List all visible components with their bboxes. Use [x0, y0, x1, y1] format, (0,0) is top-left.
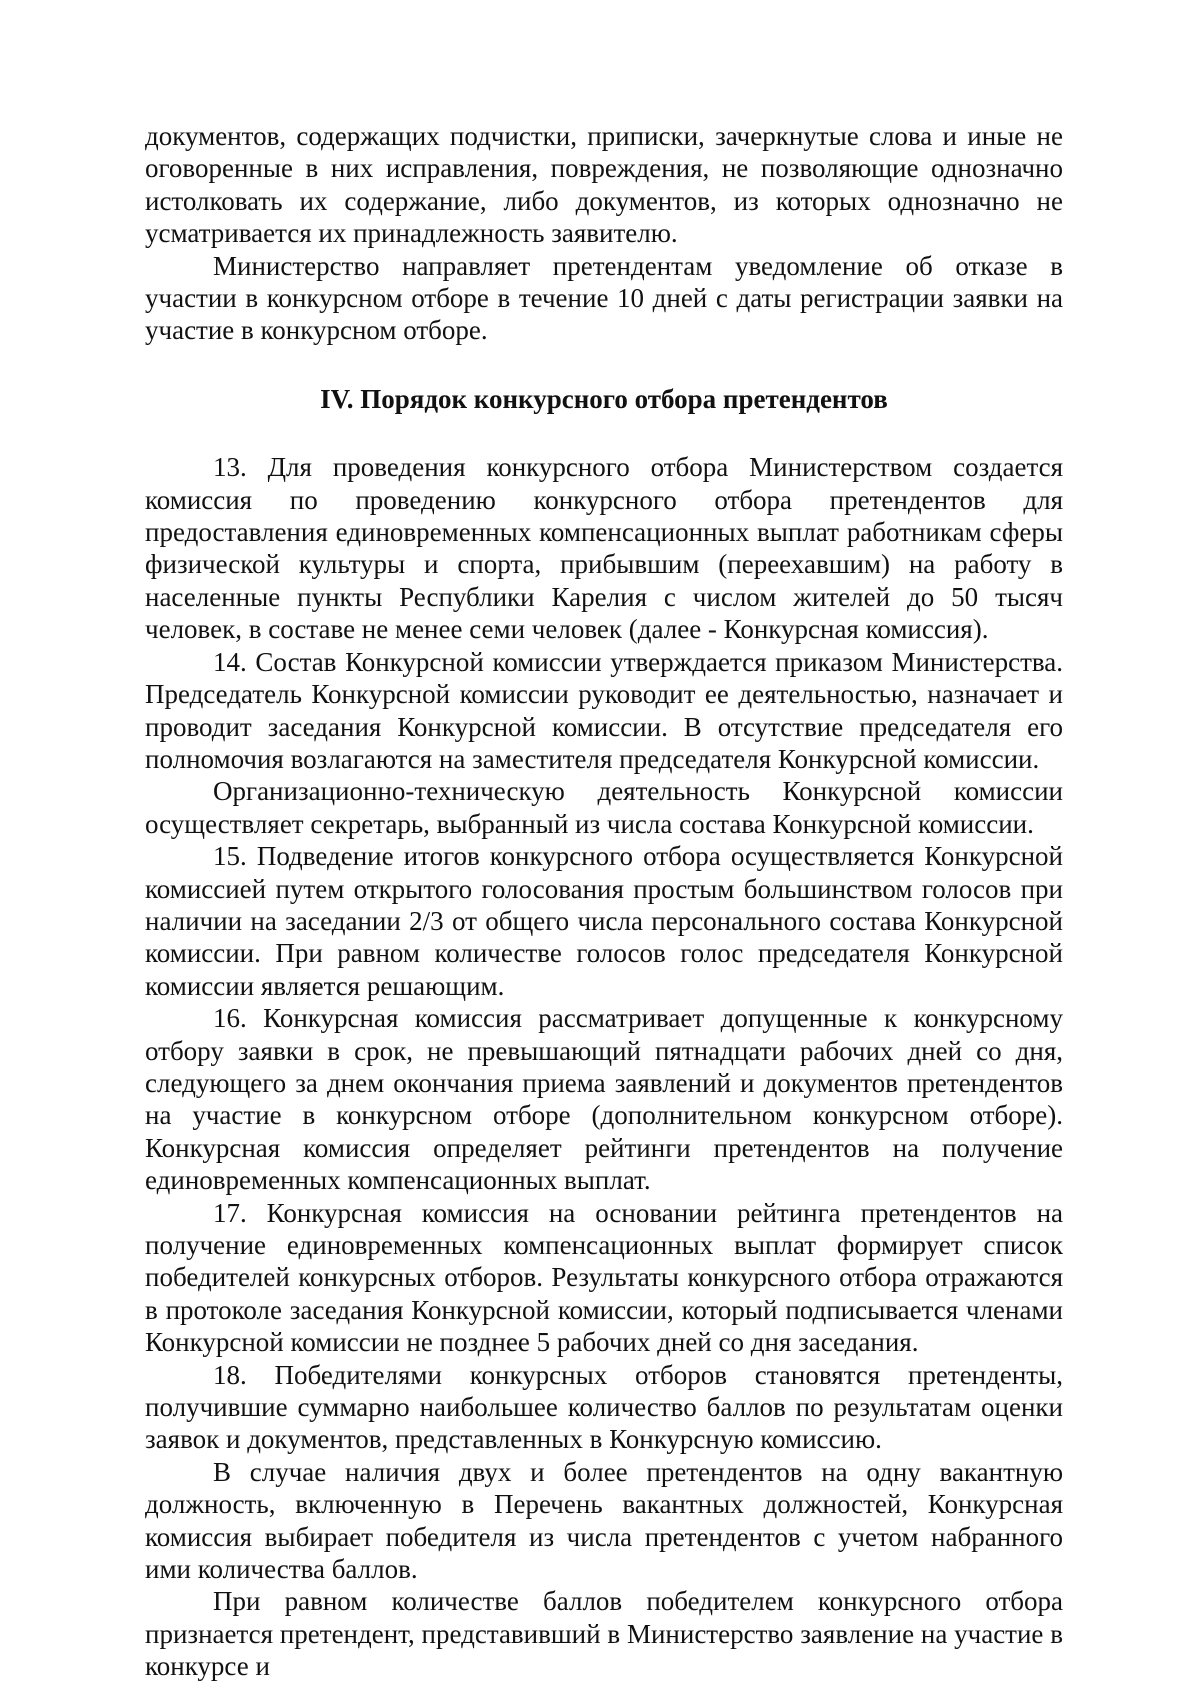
paragraph-18: 18. Победителями конкурсных отборов становятся претенденты, получившие суммарно наибольшее количество баллов по результатам оценки заявок и документов, представленных в Конкурсную комиссию. — [145, 1359, 1063, 1455]
paragraph-17: 17. Конкурсная комиссия на основании рейтинга претендентов на получение единовременных компенсационных выплат формирует список победителей конкурсных отборов. Результаты конкурсного отбора отражаются в протоколе заседания Конкурсной комиссии, который подписывается членами Конкурсной комиссии не позднее 5 рабочих дней со дня заседания. — [145, 1197, 1063, 1358]
paragraph-18-equal-scores: При равном количестве баллов победителем конкурсного отбора признается претендент, представивший в Министерство заявление на участие в конкурсе и — [145, 1586, 1063, 1682]
paragraph-18-multiple-candidates: В случае наличия двух и более претендентов на одну вакантную должность, включенную в Перечень вакантных должностей, Конкурсная комиссия выбирает победителя из числа претендентов с учетом набранного ими количества баллов. — [145, 1456, 1063, 1585]
section-heading: IV. Порядок конкурсного отбора претендентов — [320, 383, 888, 414]
paragraph-refusal-notice: Министерство направляет претендентам уведомление об отказе в участии в конкурсном отборе в течение 10 дней с даты регистрации заявки на участие в конкурсном отборе. — [145, 250, 1063, 346]
paragraph-14-secretary: Организационно-техническую деятельность Конкурсной комиссии осуществляет секретарь, выбранный из числа состава Конкурсной комиссии. — [145, 776, 1063, 839]
paragraph-15: 15. Подведение итогов конкурсного отбора осуществляется Конкурсной комиссией путем открытого голосования простым большинством голосов при наличии на заседании 2/3 от общего числа персонального состава Конкурсной комиссии. При равном количестве голосов голос председателя Конкурсной комиссии является решающим. — [145, 841, 1063, 1001]
document-page — [145, 120, 1063, 1683]
paragraph-16: 16. Конкурсная комиссия рассматривает допущенные к конкурсному отбору заявки в срок, не превышающий пятнадцати рабочих дней со дня, следующего за днем окончания приема заявлений и документов претендентов на участие в конкурсном отборе (дополнительном конкурсном отборе). Конкурсная комиссия определяет рейтинги претендентов на получение единовременных компенсационных выплат. — [145, 1003, 1063, 1196]
paragraph-14: 14. Состав Конкурсной комиссии утверждается приказом Министерства. Председатель Конкурсной комиссии руководит ее деятельностью, назначает и проводит заседания Конкурсной комиссии. В отсутствие председателя его полномочия возлагаются на заместителя председателя Конкурсной комиссии. — [145, 646, 1063, 774]
paragraph-continuation: документов, содержащих подчистки, приписки, зачеркнутые слова и иные не оговоренные в них исправления, повреждения, не позволяющие однозначно истолковать их содержание, либо документов, из которых однозначно не усматривается их принадлежность заявителю. — [145, 121, 1063, 249]
paragraph-13: 13. Для проведения конкурсного отбора Министерством создается комиссия по проведению конкурсного отбора претендентов для предоставления единовременных компенсационных выплат работникам сферы физической культуры и спорта, прибывшим (переехавшим) на работу в населенные пункты Республики Карелия с числом жителей до 50 тысяч человек, в составе не менее семи человек (далее - Конкурсная комиссия). — [145, 452, 1063, 645]
